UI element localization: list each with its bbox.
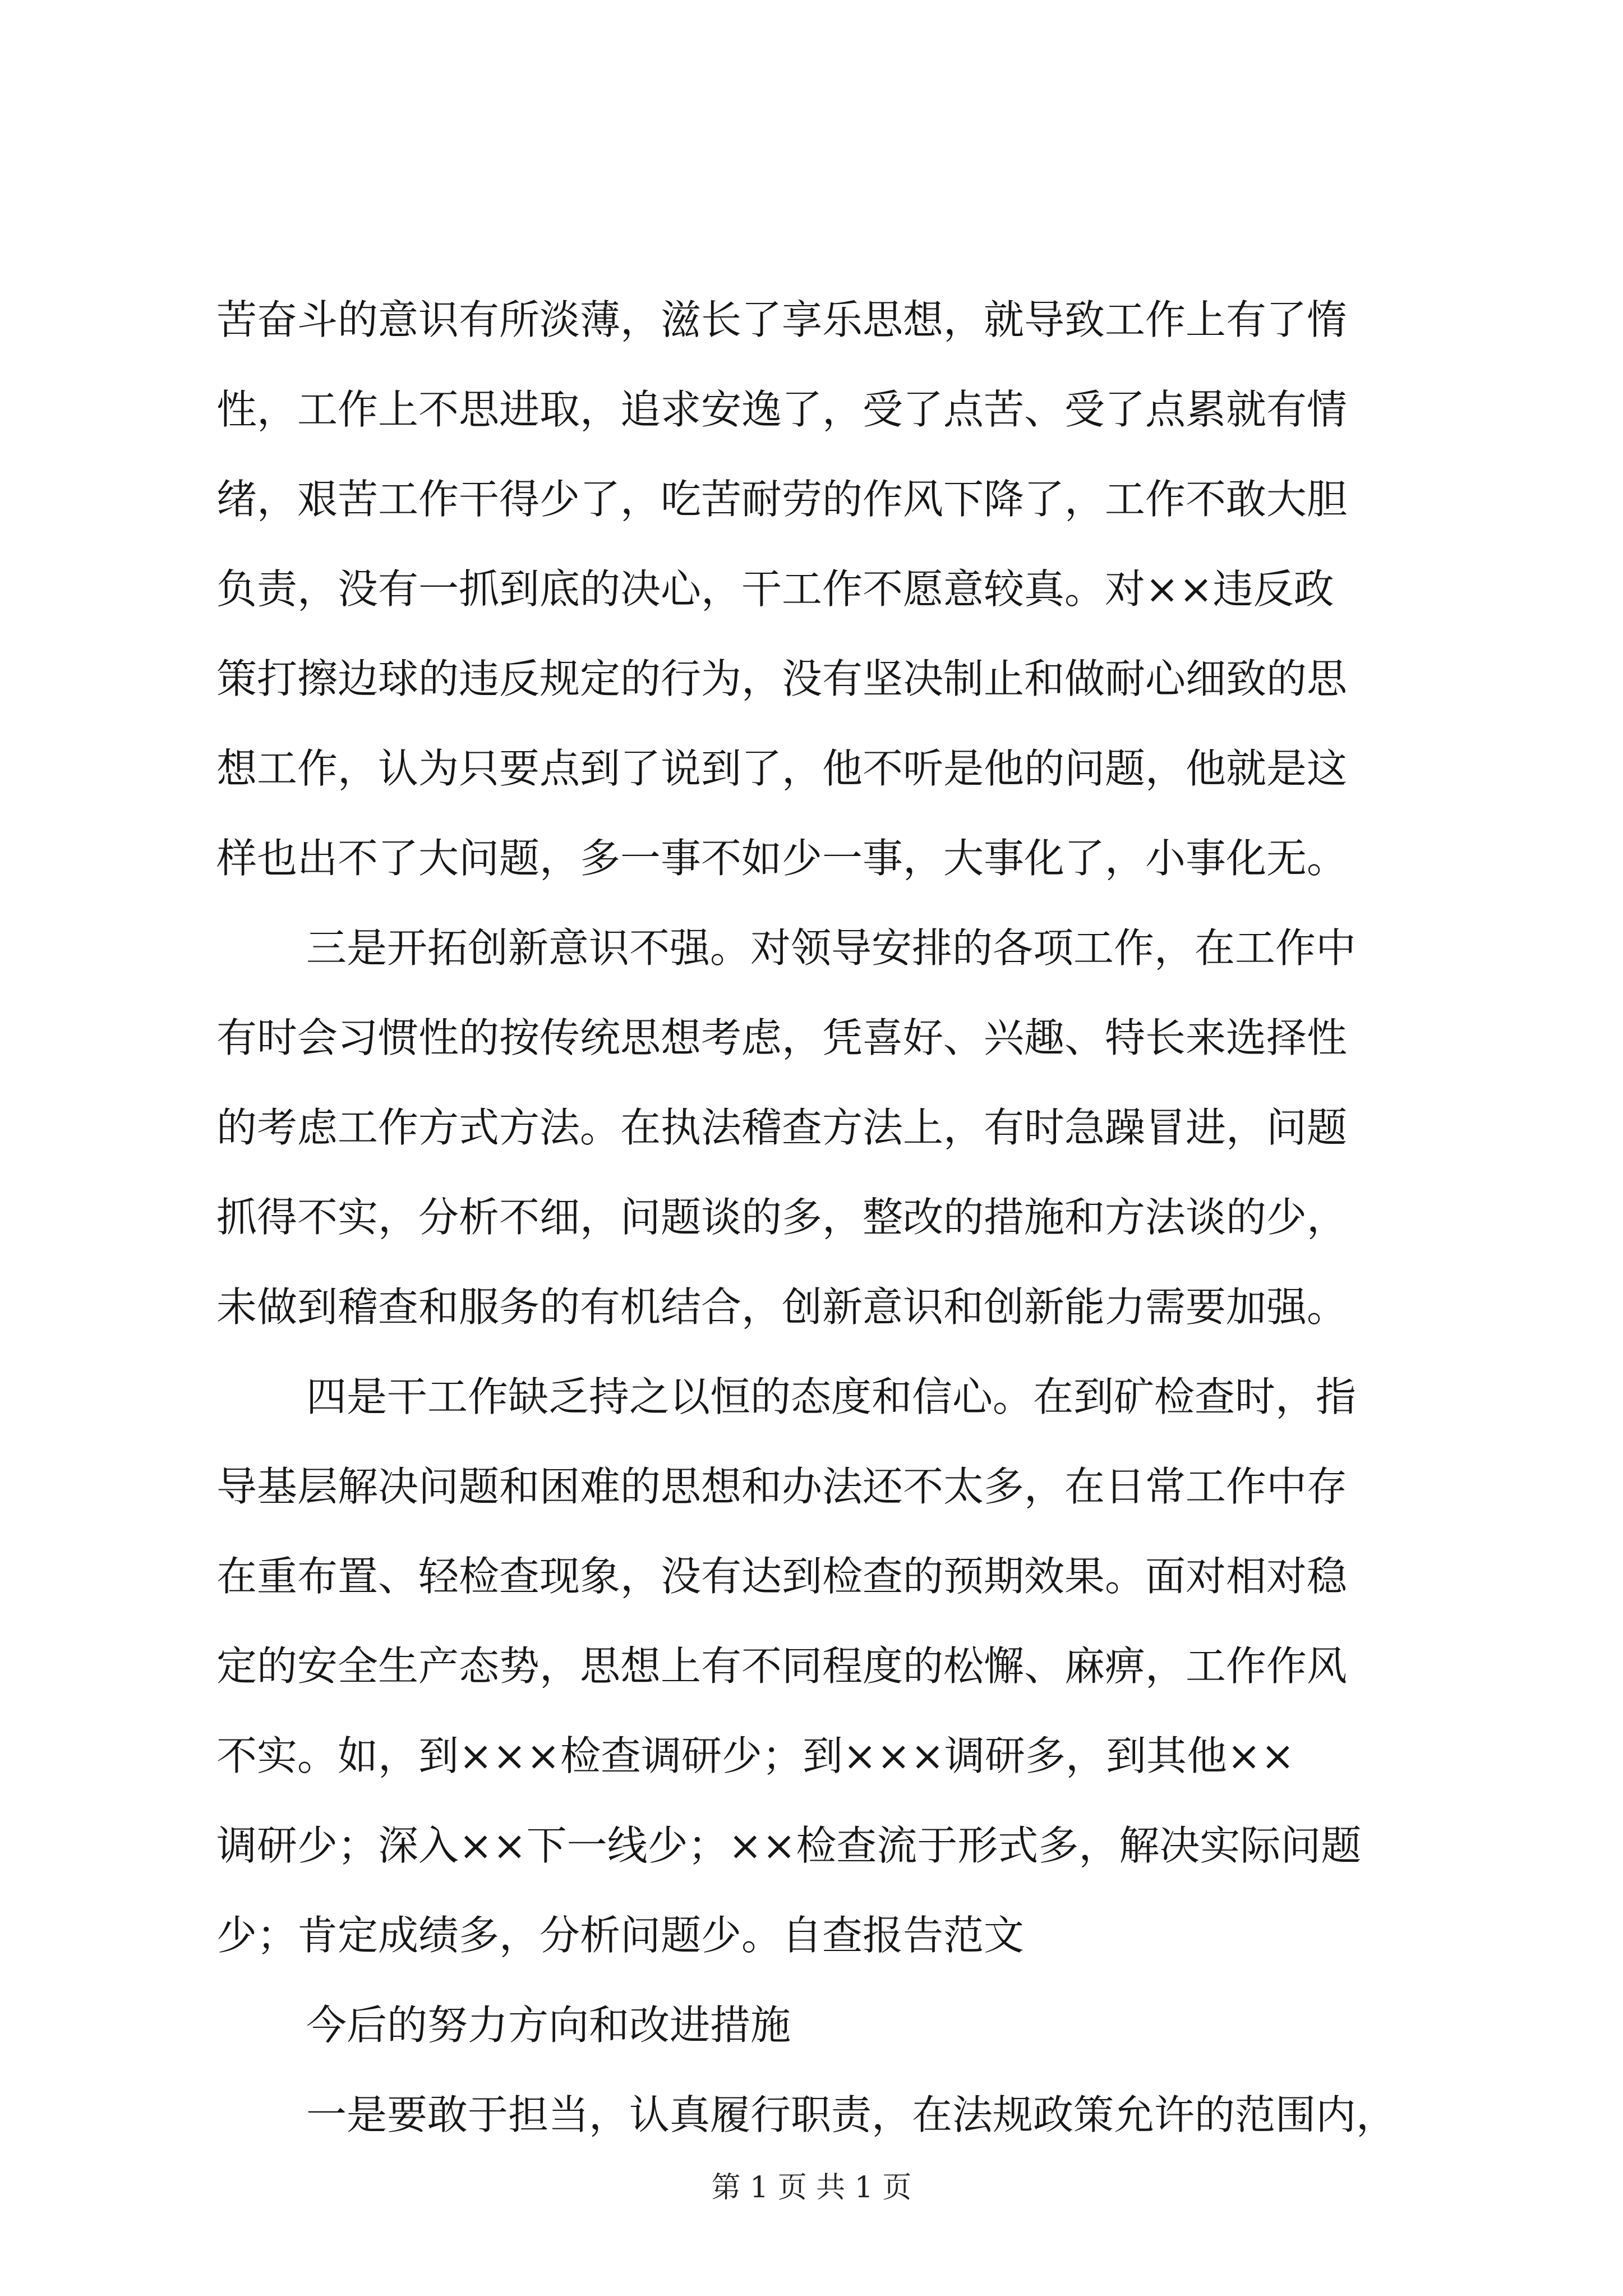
text-line: 的考虑工作方式方法。在执法稽查方法上，有时急躁冒进，问题 [216,1104,1348,1151]
text-line: 策打擦边球的违反规定的行为，没有坚决制止和做耐心细致的思 [216,655,1348,702]
page-footer: 第 1 页 共 1 页 [711,2171,912,2205]
text-line: 性，工作上不思进取，追求安逸了，受了点苦、受了点累就有情 [216,386,1348,433]
text-line: 调研少；深入××下一线少；××检查流于形式多，解决实际问题 [216,1822,1362,1869]
text-line: 未做到稽查和服务的有机结合，创新意识和创新能力需要加强。 [216,1283,1348,1331]
section-heading: 今后的努力方向和改进措施 [306,2001,791,2049]
text-line: 抓得不实，分析不细，问题谈的多，整改的措施和方法谈的少， [216,1194,1348,1241]
paragraph-start-line: 一是要敢于担当，认真履行职责，在法规政策允许的范围内， [306,2091,1397,2138]
text-line: 不实。如，到×××检查调研少；到×××调研多，到其他×× [216,1732,1295,1779]
text-line: 定的安全生产态势，思想上有不同程度的松懈、麻痹，工作作风 [216,1642,1348,1690]
text-line: 有时会习惯性的按传统思想考虑，凭喜好、兴趣、特长来选择性 [216,1014,1348,1061]
paragraph-start-line: 四是干工作缺乏持之以恒的态度和信心。在到矿检查时，指 [306,1373,1357,1420]
text-line: 在重布置、轻检查现象，没有达到检查的预期效果。面对相对稳 [216,1553,1348,1600]
text-line: 导基层解决问题和困难的思想和办法还不太多，在日常工作中存 [216,1463,1348,1510]
text-line: 样也出不了大问题，多一事不如少一事，大事化了，小事化无。 [216,835,1348,882]
text-line: 负责，没有一抓到底的决心，干工作不愿意较真。对××违反政 [216,565,1334,613]
text-line: 绪，艰苦工作干得少了，吃苦耐劳的作风下降了，工作不敢大胆 [216,476,1348,523]
text-line: 想工作，认为只要点到了说到了，他不听是他的问题，他就是这 [216,745,1348,792]
text-line: 苦奋斗的意识有所淡薄，滋长了享乐思想，就导致工作上有了惰 [216,296,1348,343]
text-line: 少；肯定成绩多，分析问题少。自查报告范文 [216,1912,1025,1959]
paragraph-start-line: 三是开拓创新意识不强。对领导安排的各项工作，在工作中 [306,924,1357,972]
